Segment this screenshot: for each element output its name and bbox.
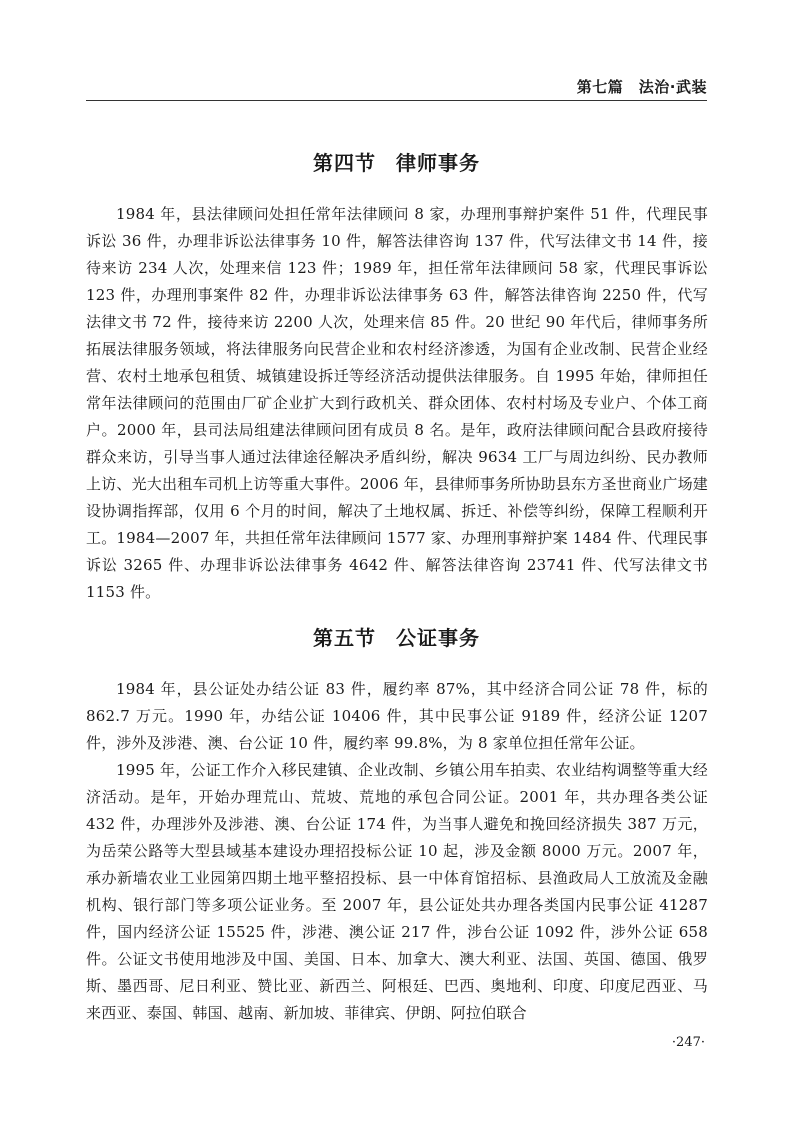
running-header [86, 70, 707, 101]
body-paragraph: 1984 年，县法律顾问处担任常年法律顾问 8 家，办理刑事辩护案件 51 件，代理民事诉讼 36 件，办理非诉讼法律事务 10 件，解答法律咨询 137 件，代写法律文书 14 件，接待来访 234 人次，处理来信 123 件；1989 年，担任常年法律顾问 58 家，代理民事诉讼 123 件，办理刑事案件 82 件，办理非诉讼法律事务 63 件，解答法律咨询 2250 件，代写法律文书 72 件，接待来访 2200 人次，处理来信 85 件。20 世纪 90 年代后，律师事务所拓展法律服务领域，将法律服务向民营企业和农村经济渗透，为国有企业改制、民营企业经营、农村土地承包租赁、城镇建设拆迁等经济活动提供法律服务。自 1995 年始，律师担任常年法律顾问的范围由厂矿企业扩大到行政机关、群众团体、农村村场及专业户、个体工商户。2000 年，县司法局组建法律顾问团有成员 8 名。是年，政府法律顾问配合县政府接待群众来访，引导当事人通过法律途径解决矛盾纠纷，解决 9634 工厂与周边纠纷、民办教师上访、光大出租车司机上访等重大事件。2006 年，县律师事务所协助县东方圣世商业广场建设协调指挥部，仅用 6 个月的时间，解决了土地权属、拆迁、补偿等纠纷，保障工程顺利开工。1984—2007 年，共担任常年法律顾问 1577 家、办理刑事辩护案 1484 件、代理民事诉讼 3265 件、办理非诉讼法律事务 4642 件、解答法律咨询 23741 件、代写法律文书 1153 件。 [86, 205, 708, 601]
header-title: 第七篇 法治·武装 [576, 78, 707, 96]
section-title: 公证事务 [396, 626, 480, 650]
section-number: 第五节 [313, 626, 376, 650]
section-number: 第四节 [313, 151, 376, 175]
body-paragraph: 1984 年，县公证处办结公证 83 件，履约率 87%，其中经济合同公证 78 件，标的 862.7 万元。1990 年，办结公证 10406 件，其中民事公证 9189 件，经济公证 1207 件，涉外及涉港、澳、台公证 10 件，履约率 99.8%，为 8 家单位担任常年公证。 [86, 680, 708, 752]
page-number: ·247· [671, 1035, 705, 1050]
section-heading-lawyer-affairs [0, 147, 793, 176]
body-paragraph: 1995 年，公证工作介入移民建镇、企业改制、乡镇公用车拍卖、农业结构调整等重大经济活动。是年，开始办理荒山、荒坡、荒地的承包合同公证。2001 年，共办理各类公证 432 件，办理涉外及涉港、澳、台公证 174 件，为当事人避免和挽回经济损失 387 万元，为岳荣公路等大型县域基本建设办理招投标公证 10 起，涉及金额 8000 万元。2007 年，承办新墙农业工业园第四期土地平整招投标、县一中体育馆招标、县渔政局人工放流及金融机构、银行部门等多项公证业务。至 2007 年，县公证处共办理各类国内民事公证 41287 件，国内经济公证 15525 件，涉港、澳公证 217 件，涉台公证 1092 件，涉外公证 658 件。公证文书使用地涉及中国、美国、日本、加拿大、澳大利亚、法国、英国、德国、俄罗斯、墨西哥、尼日利亚、赞比亚、新西兰、阿根廷、巴西、奥地利、印度、印度尼西亚、马来西亚、泰国、韩国、越南、新加坡、菲律宾、伊朗、阿拉伯联合 [86, 761, 708, 1022]
section-heading-notary-affairs [0, 622, 793, 651]
section-title: 律师事务 [396, 151, 480, 175]
